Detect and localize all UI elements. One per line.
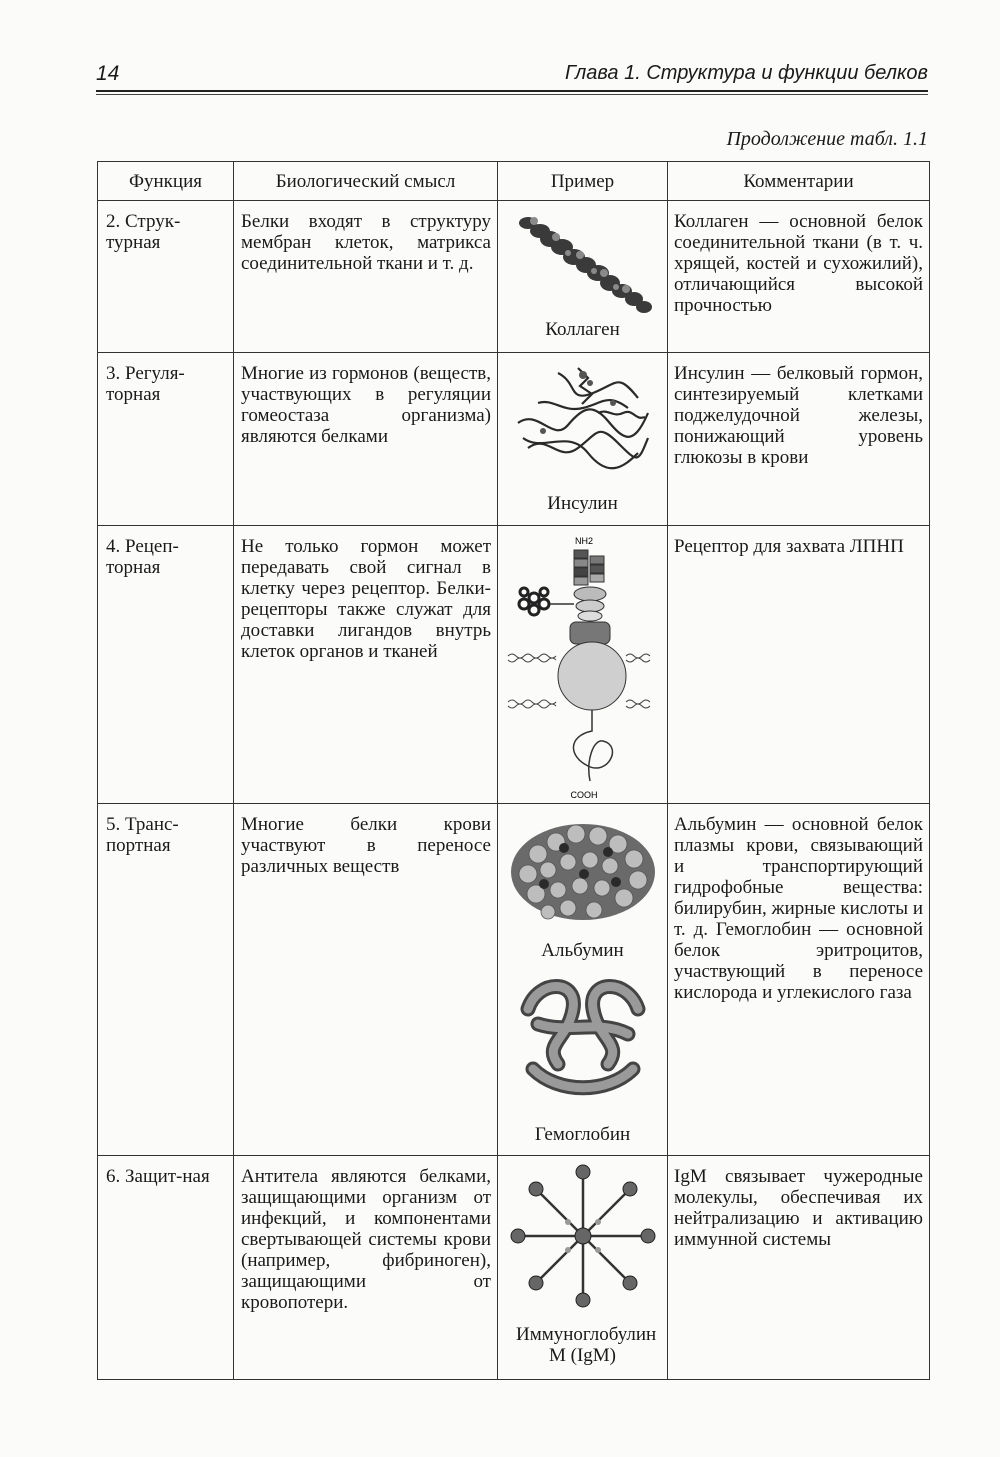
comment-cell: Коллаген — основной белок соединительной ткани (в т. ч. хрящей, костей и сухожилий), отличающийся высокой прочностью — [668, 201, 930, 353]
comment-cell: Инсулин — белковый гормон, синтезируемый клетками поджелудочной железы, понижающий уровень глюкозы в крови — [668, 353, 930, 526]
meaning-cell: Многие белки крови участвуют в переносе различных веществ — [234, 804, 498, 1156]
example-caption: Иммуноглобулин M (IgM) — [516, 1324, 657, 1366]
meaning-cell: Антитела являются белками, защищающими организм от инфекций, и компонентами свертывающей системы крови (например, фибриноген), защищающими от кровопотери. — [234, 1156, 498, 1380]
table-row — [98, 201, 930, 353]
hemoglobin-illustration — [528, 987, 638, 1088]
column-header: Биологический смысл — [234, 162, 498, 201]
column-header: Пример — [498, 162, 668, 201]
example-caption: Гемоглобин — [534, 1124, 631, 1145]
function-cell: 2. Струк-турная — [98, 201, 234, 353]
table-row — [98, 526, 930, 804]
meaning-cell: Многие из гормонов (веществ, участвующих в регуляции гомеостаза организма) являются белками — [234, 353, 498, 526]
function-cell: 4. Рецеп-торная — [98, 526, 234, 804]
function-cell: 6. Защит-ная — [98, 1156, 234, 1380]
protein-functions-table — [97, 161, 930, 1380]
table-row — [98, 1156, 930, 1380]
column-header: Функция — [98, 162, 234, 201]
page-number: 14 — [96, 62, 120, 85]
table-row — [98, 353, 930, 526]
example-cell — [498, 526, 668, 804]
table-header-row — [98, 162, 930, 201]
function-cell: 3. Регуля-торная — [98, 353, 234, 526]
page-header — [96, 62, 928, 88]
example-cell — [498, 353, 668, 526]
function-cell: 5. Транс-портная — [98, 804, 234, 1156]
meaning-cell: Не только гормон может передавать свой сигнал в клетку через рецептор. Белки-рецепторы также служат для доставки лигандов внутрь клеток органов и тканей — [234, 526, 498, 804]
nh2-label: NH2 — [574, 536, 594, 546]
albumin-illustration — [511, 824, 655, 920]
example-cell — [498, 804, 668, 1156]
comment-cell: Альбумин — основной белок плазмы крови, связывающий и транспортирующий гидрофобные вещества: билирубин, жирные кислоты и т. д. Гемоглобин — основной белок эритроцитов, участвующий в переносе кислорода и углекислого газа — [668, 804, 930, 1156]
ldl-receptor-diagram — [498, 526, 668, 804]
column-header: Комментарии — [668, 162, 930, 201]
cooh-label: COOH — [570, 790, 598, 800]
comment-cell: Рецептор для захвата ЛПНП — [668, 526, 930, 804]
table-row — [98, 804, 930, 1156]
table-continuation-note: Продолжение табл. 1.1 — [726, 128, 928, 150]
header-rule — [96, 90, 928, 95]
example-cell — [498, 1156, 668, 1380]
example-cell — [498, 201, 668, 353]
transport-proteins-illustration — [498, 804, 668, 1156]
example-caption: Инсулин — [547, 493, 618, 514]
comment-cell: IgM связывает чужеродные молекулы, обеспечивая их нейтрализацию и активацию иммунной системы — [668, 1156, 930, 1380]
example-caption: Коллаген — [545, 319, 620, 340]
meaning-cell: Белки входят в структуру мембран клеток, матрикса соединительной ткани и т. д. — [234, 201, 498, 353]
example-caption: Альбумин — [541, 940, 624, 961]
chapter-title: Глава 1. Структура и функции белков — [565, 62, 928, 84]
